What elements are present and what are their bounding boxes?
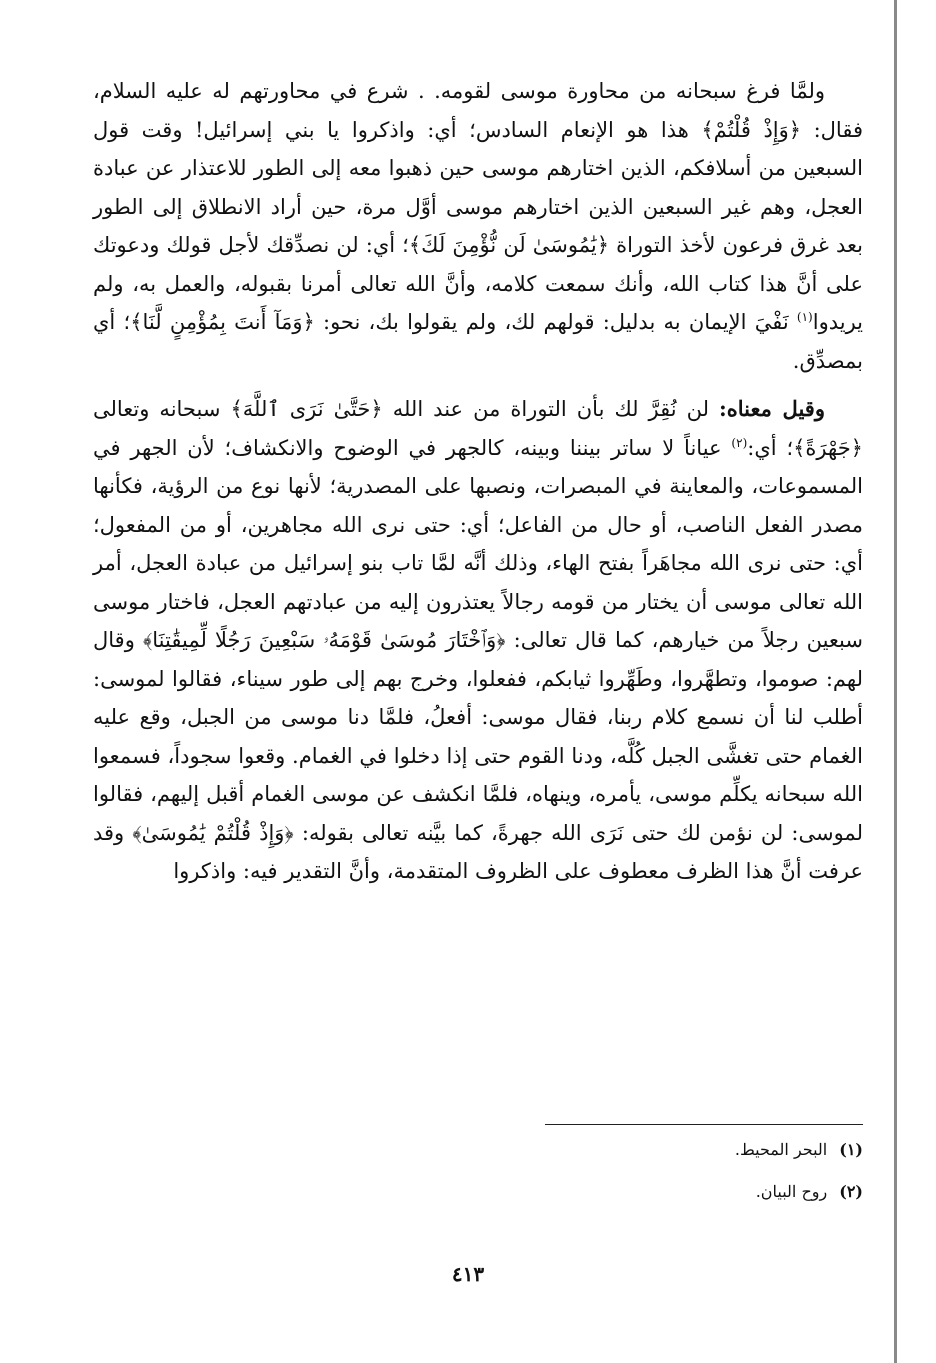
body-text (93, 72, 863, 891)
segment: نَفْيَ الإيمان به بدليل: قولهم لك، ولم يقولوا بك، نحو: (314, 310, 797, 334)
quran-verse: ﴿وَٱخْتَارَ مُوسَىٰ قَوْمَهُۥ سَبْعِينَ رَجُلًا لِّمِيقَٰتِنَا﴾ (142, 628, 506, 652)
footnote-ref-2[interactable]: (٢) (731, 435, 748, 450)
quran-verse: ﴿وَإِذْ قُلْتُمْ يَٰمُوسَىٰ﴾ (132, 820, 294, 845)
segment: ؛ أي: لن نصدِّقك لأجل قولك ودعوتك على أنَّ هذا كتاب الله، وأنك سمعت كلامه، وأنَّ الله تعالى أمرنا بقبوله، والعمل به، ولم يريدوا (93, 233, 864, 334)
segment: ؛ أي بمصدِّق. (93, 310, 863, 373)
quran-verse: ﴿حَتَّىٰ نَرَى ٱللَّهَ﴾ (230, 397, 383, 421)
page-number: ٤١٣ (451, 1262, 485, 1286)
quran-verse: ﴿جَهْرَةً﴾ (793, 435, 863, 460)
footnote-number: (١) (839, 1140, 863, 1159)
paragraph-lead: وقيل معناه: (719, 396, 825, 421)
segment: سبحانه وتعالى (93, 397, 231, 421)
footnote-text: البحر المحيط. (734, 1140, 828, 1159)
footnotes (93, 1138, 863, 1222)
paragraph-1 (93, 72, 863, 380)
quran-verse: ﴿وَمَآ أَنتَ بِمُؤْمِنٍ لَّنَا﴾ (130, 310, 315, 334)
segment: هذا هو الإنعام السادس؛ أي: واذكروا يا بني إسرائيل! وقت قول السبعين من أسلافكم، الذين اختارهم موسى حين ذهبوا معه إلى الطور للاعتذار عن عبادة العجل، وهم غير السبعين الذين اختارهم موسى أوَّل مرة، حين أراد الانطلاق إلى الطور بعد غرق فرعون لأخذ التوراة (93, 117, 863, 257)
segment: وقال لهم: صوموا، وتطهَّروا، وطَهِّروا ثيابكم، ففعلوا، وخرج بهم إلى طور سيناء، فقالوا لموسى: أطلب لنا أن نسمع كلام ربنا، فقال موسى: أفعلُ، فلمَّا دنا موسى من الجبل، وقع عليه الغمام حتى تغشَّى الجبل كُلَّه، ودنا القوم حتى إذا دخلوا في الغمام. وقعوا سجوداً، فسمعوا الله سبحانه يكلِّم موسى، يأمره، وينهاه، فلمَّا انكشف عن موسى الغمام أقبل إليهم، فقالوا لموسى: لن نؤمن لك حتى نَرَى الله جهرةً، كما بيَّنه تعالى بقوله: (93, 628, 863, 845)
segment: ؛ أي: (747, 435, 794, 460)
footnote-ref-1[interactable]: (١) (796, 310, 813, 324)
page-edge-line (894, 0, 897, 1363)
footnote-text: روح البيان. (755, 1182, 828, 1201)
quran-verse: ﴿وَإِذْ قُلْتُمْ﴾ (701, 117, 802, 142)
segment: وقد عرفت أنَّ هذا الظرف معطوف على الظروف المتقدمة، وأنَّ التقدير فيه: واذكروا (93, 820, 863, 883)
quran-verse: ﴿يَٰمُوسَىٰ لَن نُّؤْمِنَ لَكَ﴾ (408, 233, 609, 257)
paragraph-2 (93, 390, 863, 891)
segment: لن نُقِرَّ لك بأن التوراة من عند الله (382, 397, 720, 421)
footnote-number: (٢) (839, 1182, 863, 1201)
footnote-separator (545, 1124, 863, 1125)
footnote-1 (93, 1138, 863, 1162)
segment: ولمَّا فرغ سبحانه من محاورة موسى لقومه. . شرع في محاورتهم له عليه السلام، فقال: (93, 79, 863, 142)
segment: عياناً لا ساتر بيننا وبينه، كالجهر في الوضوح والانكشاف؛ لأن الجهر في المسموعات، والمعاينة في المبصرات، ونصبها على المصدرية؛ لأنها نوع من الرؤية، فكأنها مصدر الفعل الناصب، أو حال من الفاعل؛ أي: حتى نرى الله مجاهرين، أو من المفعول؛ أي: حتى نرى الله مجاهَراً بفتح الهاء، وذلك أنَّه لمَّا تاب بنو إسرائيل من عبادة العجل، أمر الله تعالى موسى أن يختار من قومه رجالاً يعتذرون إليه من عبادتهم العجل، فاختار موسى سبعين رجلاً من خيارهم، كما قال تعالى: (93, 435, 863, 652)
footnote-2 (93, 1180, 863, 1204)
